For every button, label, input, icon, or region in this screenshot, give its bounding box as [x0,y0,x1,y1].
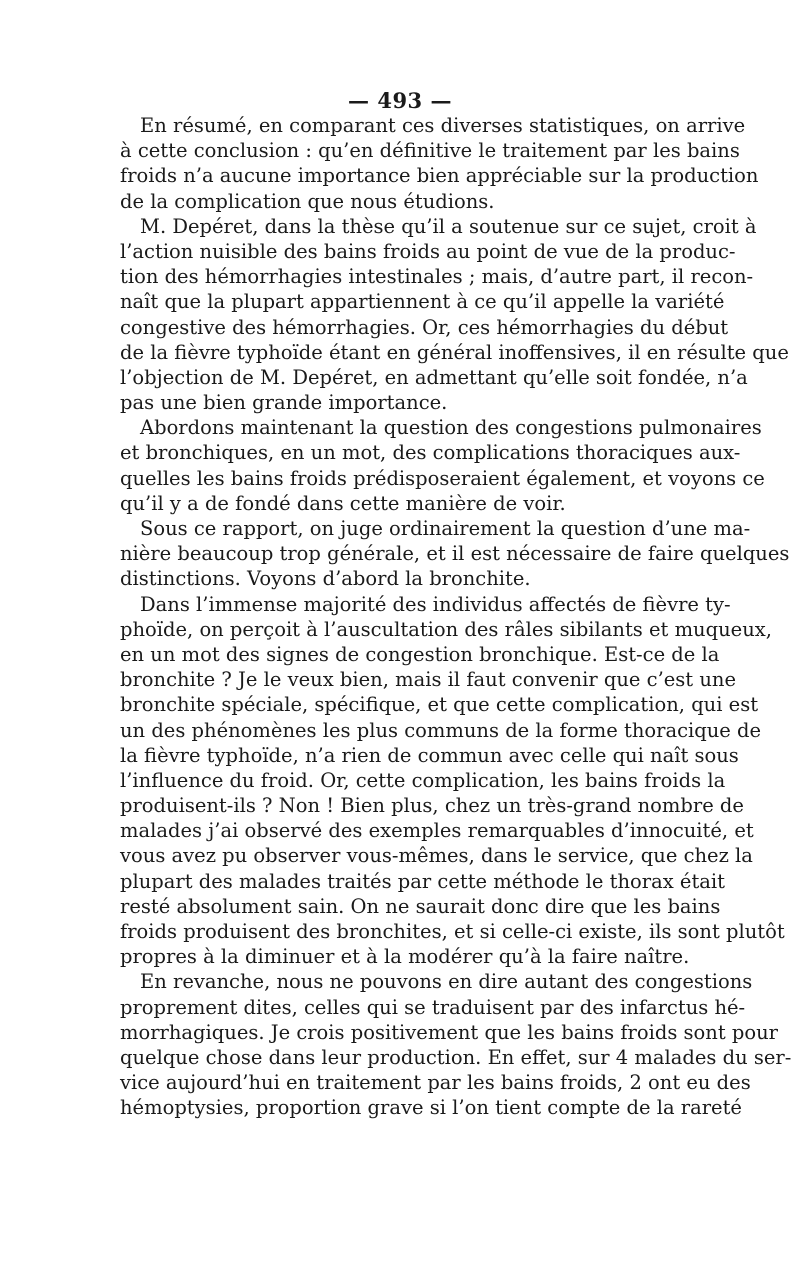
text-line: Abordons maintenant la question des congestions pulmonaires [140,416,762,440]
text-line: à cette conclusion : qu’en définitive le traitement par les bains [120,139,740,163]
text-line: morrhagiques. Je crois positivement que les bains froids sont pour [120,1020,778,1044]
text-line: propres à la diminuer et à la modérer qu’à la faire naître. [120,945,690,969]
text-line: vice aujourd’hui en traitement par les bains froids, 2 ont eu des [120,1071,751,1095]
text-line: En revanche, nous ne pouvons en dire autant des congestions [140,970,753,994]
text-line: en un mot des signes de congestion bronchique. Est-ce de la [120,642,720,666]
text-line: de la complication que nous étudions. [120,189,495,213]
text-line: hémoptysies, proportion grave si l’on tient compte de la rareté [120,1096,742,1120]
text-line: M. Depéret, dans la thèse qu’il a soutenue sur ce sujet, croit à [140,214,757,238]
page-number: — 493 — [348,88,452,113]
text-line: bronchite spéciale, spécifique, et que cette complication, qui est [120,693,759,717]
text-line: l’influence du froid. Or, cette complication, les bains froids la [120,768,726,792]
text-line: bronchite ? Je le veux bien, mais il faut convenir que c’est une [120,668,737,692]
text-line: naît que la plupart appartiennent à ce qu’il appelle la variété [120,290,725,314]
text-line: la fièvre typhoïde, n’a rien de commun avec celle qui naît sous [120,743,739,767]
text-line: phoïde, on perçoit à l’auscultation des râles sibilants et muqueux, [120,617,772,641]
text-line: nière beaucoup trop générale, et il est nécessaire de faire quelques [120,542,790,566]
text-line: et bronchiques, en un mot, des complications thoraciques aux- [120,441,741,465]
text-line: de la fièvre typhoïde étant en général inoffensives, il en résulte que [120,340,789,364]
text-line: quelles les bains froids prédisposeraient également, et voyons ce [120,466,765,490]
text-line: froids n’a aucune importance bien appréciable sur la production [120,164,759,188]
text-line: l’objection de M. Depéret, en admettant qu’elle soit fondée, n’a [120,365,748,389]
text-line: vous avez pu observer vous-mêmes, dans le service, que chez la [120,844,753,868]
body-text [120,113,792,1121]
text-line: resté absolument sain. On ne saurait donc dire que les bains [120,894,721,918]
text-line: un des phénomènes les plus communs de la forme thoracique de [120,718,762,742]
text-line: tion des hémorrhagies intestinales ; mais, d’autre part, il recon- [120,265,754,289]
text-line: Sous ce rapport, on juge ordinairement la question d’une ma- [140,517,751,540]
text-line: distinctions. Voyons d’abord la bronchite. [120,567,531,591]
text-line: plupart des malades traités par cette méthode le thorax était [120,869,725,893]
text-line: qu’il y a de fondé dans cette manière de voir. [120,491,566,515]
text-line: pas une bien grande importance. [120,391,448,415]
text-line: froids produisent des bronchites, et si celle-ci existe, ils sont plutôt [120,920,785,943]
text-line: Dans l’immense majorité des individus affectés de fièvre ty- [140,592,731,616]
text-line: En résumé, en comparant ces diverses statistiques, on arrive [140,114,746,137]
text-line: quelque chose dans leur production. En effet, sur 4 malades du ser- [120,1045,792,1069]
text-line: proprement dites, celles qui se traduisent par des infarctus hé- [120,995,746,1019]
text-line: congestive des hémorrhagies. Or, ces hémorrhagies du début [120,315,729,339]
text-line: l’action nuisible des bains froids au point de vue de la produc- [120,239,736,263]
text-line: produisent-ils ? Non ! Bien plus, chez un très-grand nombre de [120,794,744,818]
text-line: malades j’ai observé des exemples remarquables d’innocuité, et [120,819,754,843]
